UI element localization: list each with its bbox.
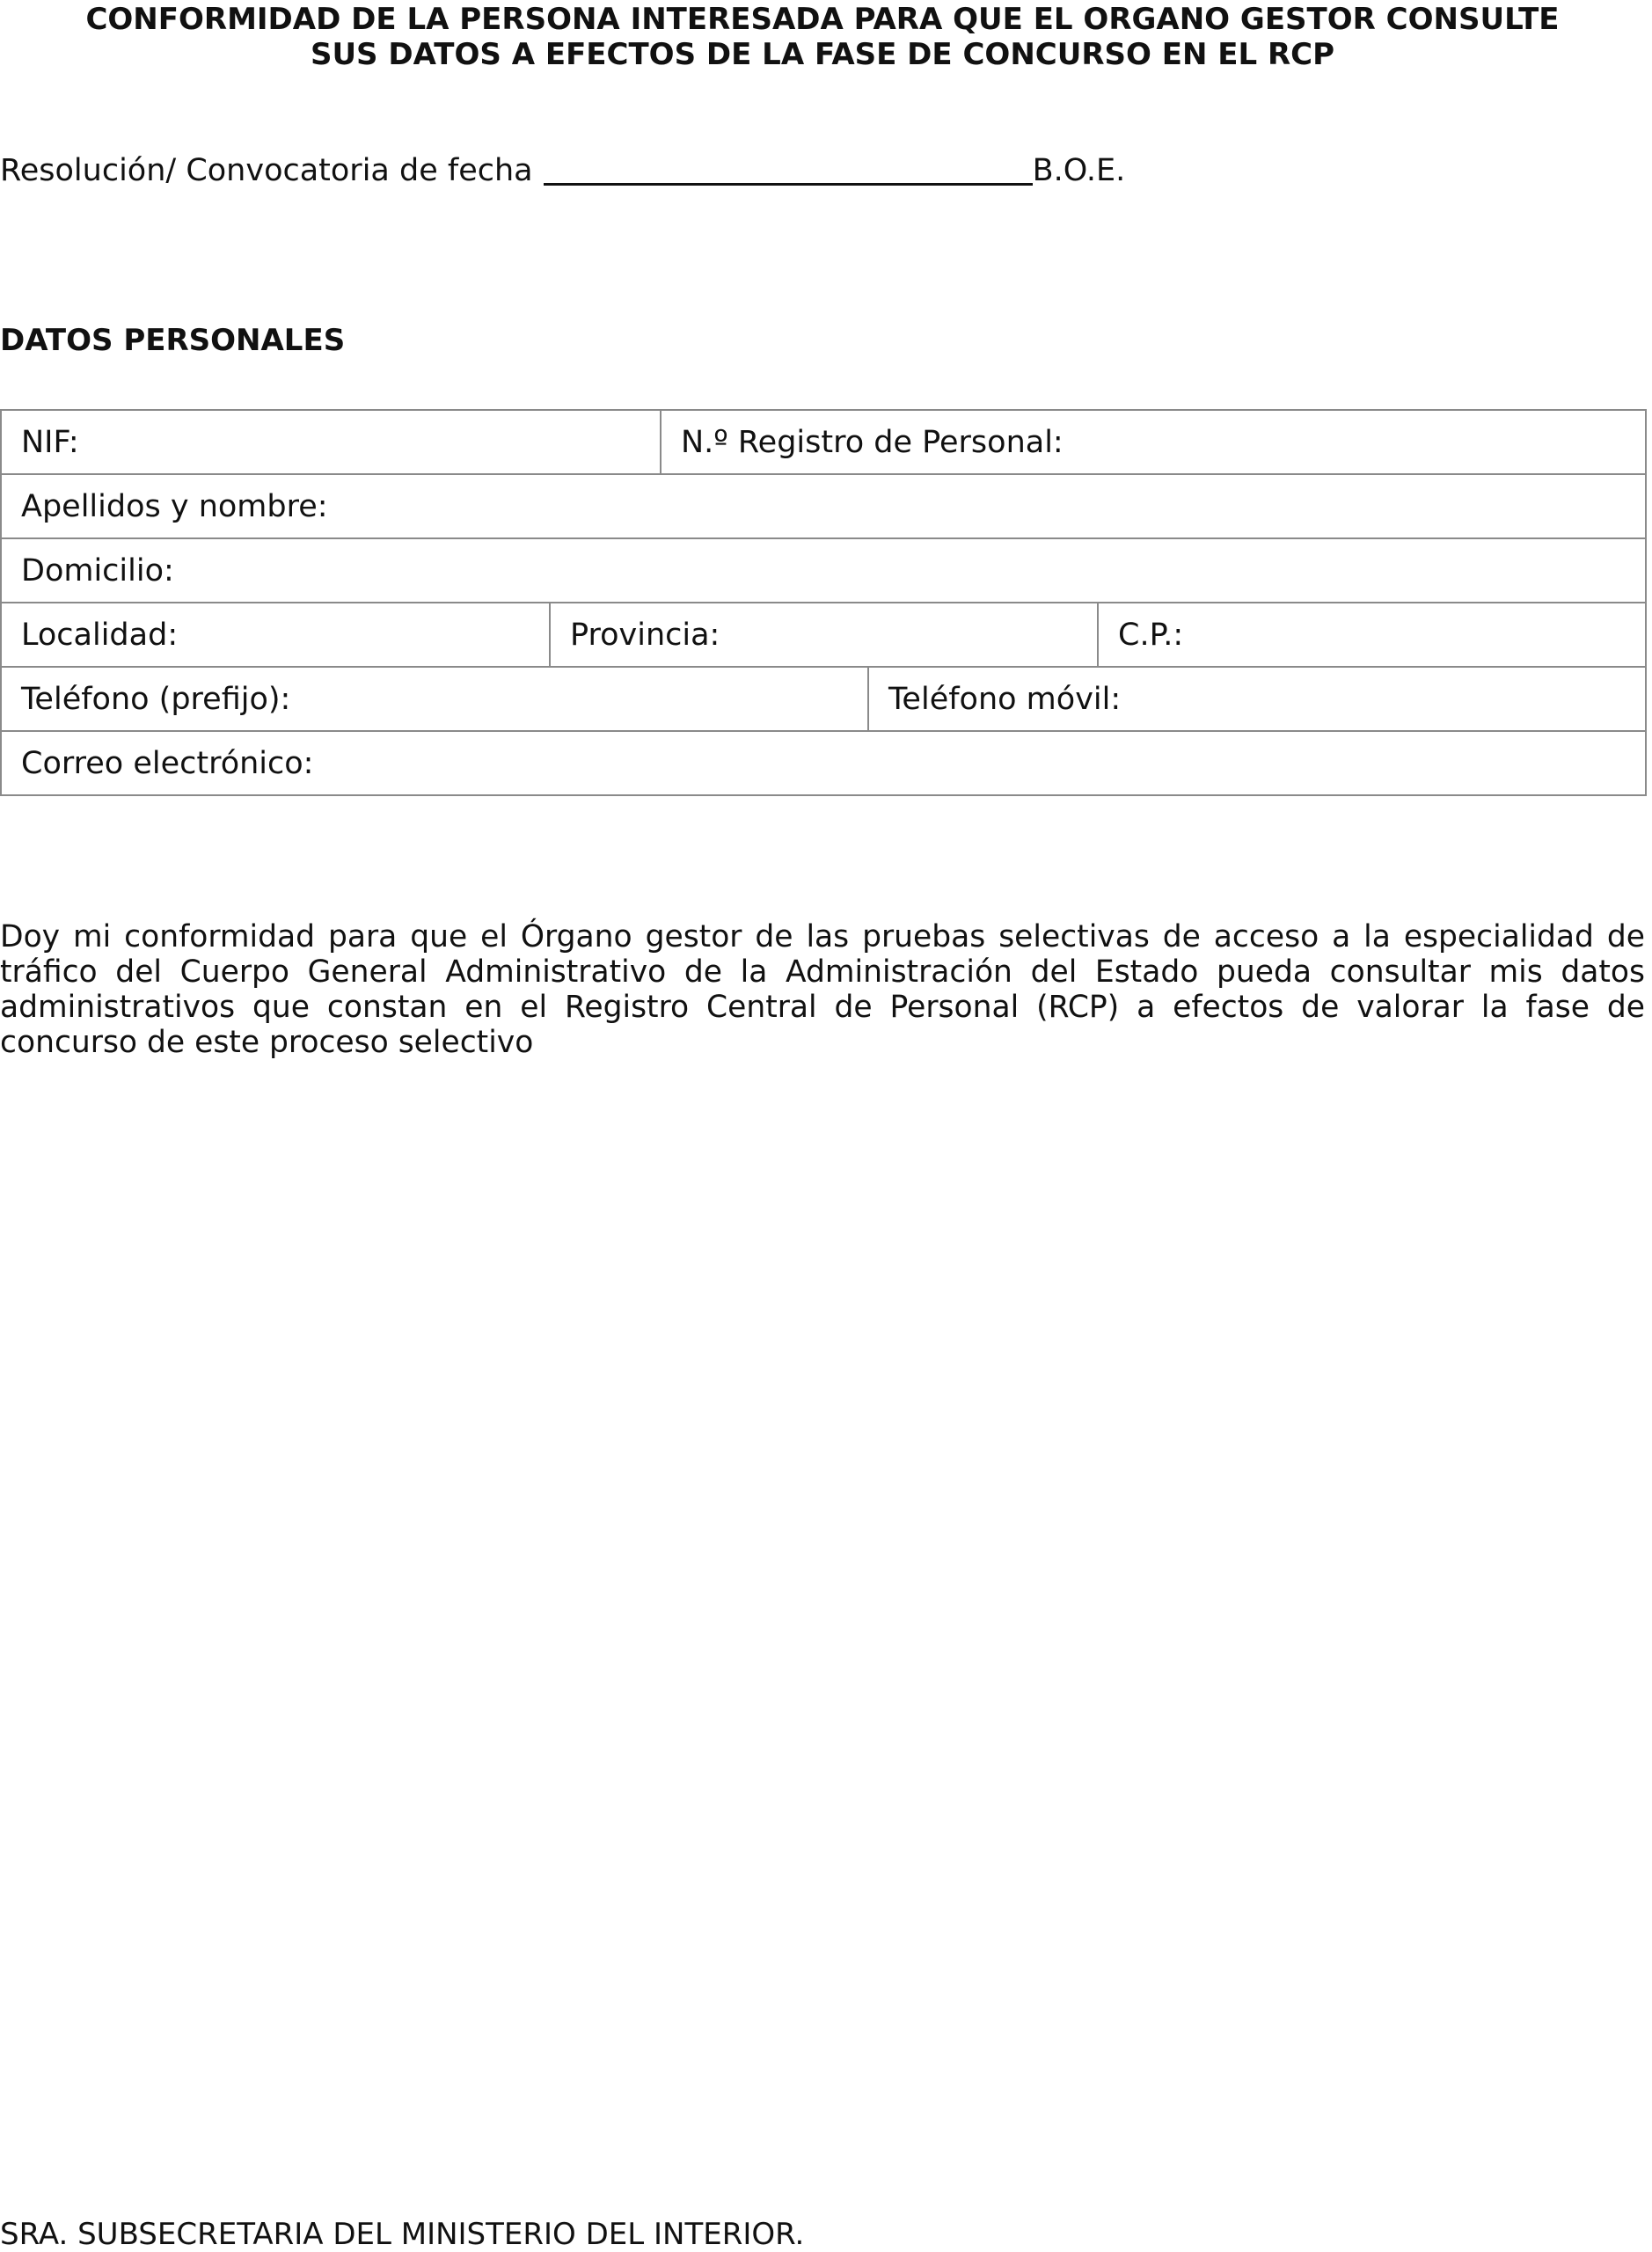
table-row [1,731,1646,795]
resolucion-label: Resolución/ Convocatoria de fecha [0,153,533,188]
codigo-postal-field[interactable]: C.P.: [1098,603,1646,667]
table-row [1,538,1646,603]
telefono-movil-field[interactable]: Teléfono móvil: [868,667,1646,731]
table-row [1,474,1646,538]
datos-personales-heading: DATOS PERSONALES [0,323,346,358]
correo-electronico-field[interactable]: Correo electrónico: [1,731,1646,795]
apellidos-nombre-field[interactable]: Apellidos y nombre: [1,474,1646,538]
table-row [1,603,1646,667]
telefono-field[interactable]: Teléfono (prefijo): [1,667,868,731]
boe-label: B.O.E. [1032,153,1126,188]
localidad-field[interactable]: Localidad: [1,603,550,667]
resolucion-line [0,150,1125,192]
table-row [1,667,1646,731]
table-row [1,410,1646,474]
domicilio-field[interactable]: Domicilio: [1,538,1646,603]
addressee-line: SRA. SUBSECRETARIA DEL MINISTERIO DEL INTERIOR. [0,2217,805,2252]
nif-field[interactable]: NIF: [1,410,661,474]
provincia-field[interactable]: Provincia: [550,603,1098,667]
title-line-2: SUS DATOS A EFECTOS DE LA FASE DE CONCURSO EN EL RCP [310,37,1335,72]
document-title [0,2,1645,72]
title-line-1: CONFORMIDAD DE LA PERSONA INTERESADA PARA QUE EL ORGANO GESTOR CONSULTE [85,2,1560,37]
fecha-blank-field[interactable] [544,151,1033,186]
registro-personal-field[interactable]: N.º Registro de Personal: [661,410,1646,474]
datos-personales-table [0,409,1647,796]
consent-paragraph: Doy mi conformidad para que el Órgano gestor de las pruebas selectivas de acceso a la especialidad de tráfico del Cuerpo General Administrativo de la Administración del Estado pueda consultar mis datos administrativos que constan en el Registro Central de Personal (RCP) a efectos de valorar la fase de concurso de este proceso selectivo [0,919,1645,1060]
